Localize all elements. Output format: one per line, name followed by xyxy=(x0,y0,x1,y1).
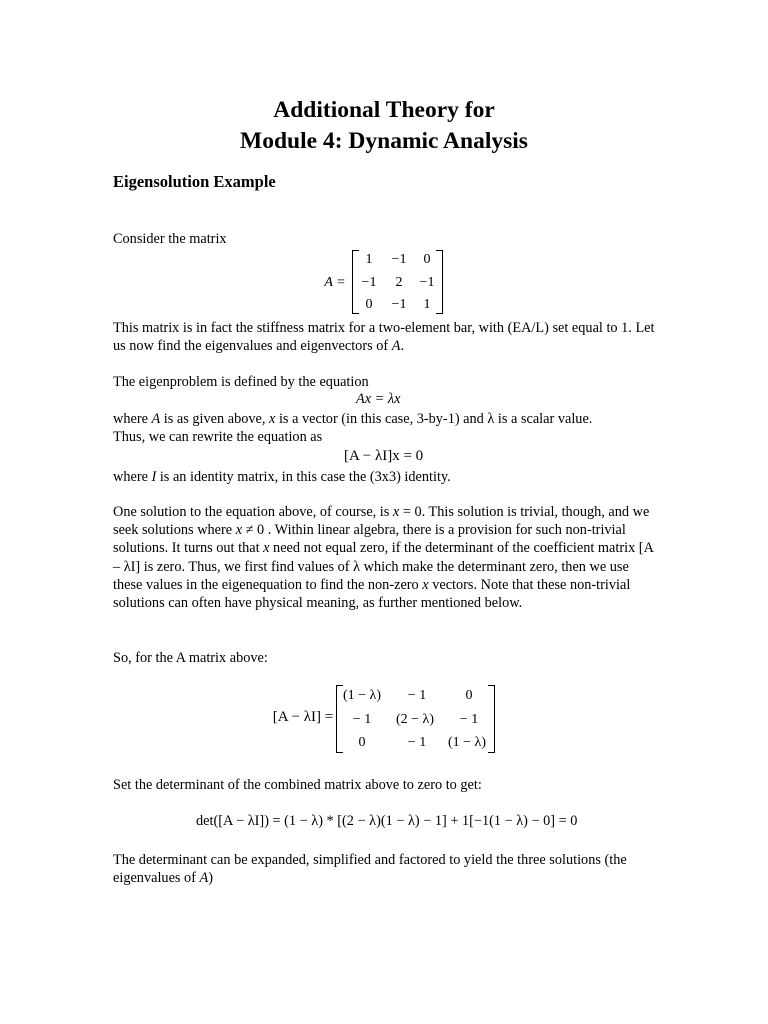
matrix-b-cell: − 1 xyxy=(352,712,372,727)
title-line-2: Module 4: Dynamic Analysis xyxy=(240,128,528,154)
paragraph-so: So, for the A matrix above: xyxy=(113,650,268,666)
matrix-b-cell: − 1 xyxy=(407,688,427,703)
matrix-b-cell: 0 xyxy=(465,688,473,703)
paragraph-where-1: where A is as given above, x is a vector (in this case, 3-by-1) and λ is a scalar value. Thus, we can rewrite the equation as xyxy=(113,411,593,446)
matrix-a-cell: −1 xyxy=(391,297,407,312)
paragraph-expand: The determinant can be expanded, simplified and factored to yield the three solutions (the eigenvalues of A) xyxy=(113,852,627,887)
matrix-b-cell: (1 − λ) xyxy=(342,688,381,703)
matrix-a-cell: 1 xyxy=(365,252,373,267)
matrix-b-cell: − 1 xyxy=(459,712,479,727)
equation-determinant: det([A − λI]) = (1 − λ) * [(2 − λ)(1 − λ) − 1] + 1[−1(1 − λ) − 0] = 0 xyxy=(196,813,578,829)
matrix-a-label: A = xyxy=(324,275,346,290)
matrix-a-cell: 0 xyxy=(365,297,373,312)
paragraph-consider: Consider the matrix xyxy=(113,231,227,247)
matrix-a-cell: 0 xyxy=(423,252,431,267)
title-line-1: Additional Theory for xyxy=(273,97,495,123)
paragraph-stiffness: This matrix is in fact the stiffness matrix for a two-element bar, with (EA/L) set equal to 1. Let us now find the eigenvalues and eigenvectors of A. xyxy=(113,320,655,355)
matrix-a-cell: 1 xyxy=(423,297,431,312)
paragraph-set: Set the determinant of the combined matrix above to zero to get: xyxy=(113,777,482,793)
equation-rewrite: [A − λI]x = 0 xyxy=(344,448,424,464)
paragraph-where-2: where I is an identity matrix, in this case the (3x3) identity. xyxy=(113,469,451,485)
matrix-b-cell: 0 xyxy=(358,735,366,750)
matrix-b-cell: (1 − λ) xyxy=(447,735,486,750)
matrix-b-label: [A − λI] = xyxy=(272,709,334,725)
paragraph-solution: One solution to the equation above, of course, is x = 0. This solution is trivial, though, and we seek solutions where x ≠ 0 . Within linear algebra, there is a provision for such non-trivial solutions. It turns out that x need not equal zero, if the determinant of the coefficient matrix [A – λI] is zero. Thus, we first find values of λ which make the determinant zero, then we use these values in the eigenequation to find the non-zero x vectors. Note that these non-trivial solutions can often have physical meaning, as further mentioned below. xyxy=(113,504,654,612)
equation-eigen: Ax = λx xyxy=(356,391,401,407)
matrix-a-cell: −1 xyxy=(391,252,407,267)
matrix-a-cell: 2 xyxy=(395,275,403,290)
matrix-b-cell: (2 − λ) xyxy=(395,712,434,727)
paragraph-eigenproblem: The eigenproblem is defined by the equation xyxy=(113,374,369,390)
matrix-b-cell: − 1 xyxy=(407,735,427,750)
section-heading: Eigensolution Example xyxy=(113,172,276,191)
matrix-a-cell: −1 xyxy=(419,275,435,290)
matrix-a-cell: −1 xyxy=(361,275,377,290)
